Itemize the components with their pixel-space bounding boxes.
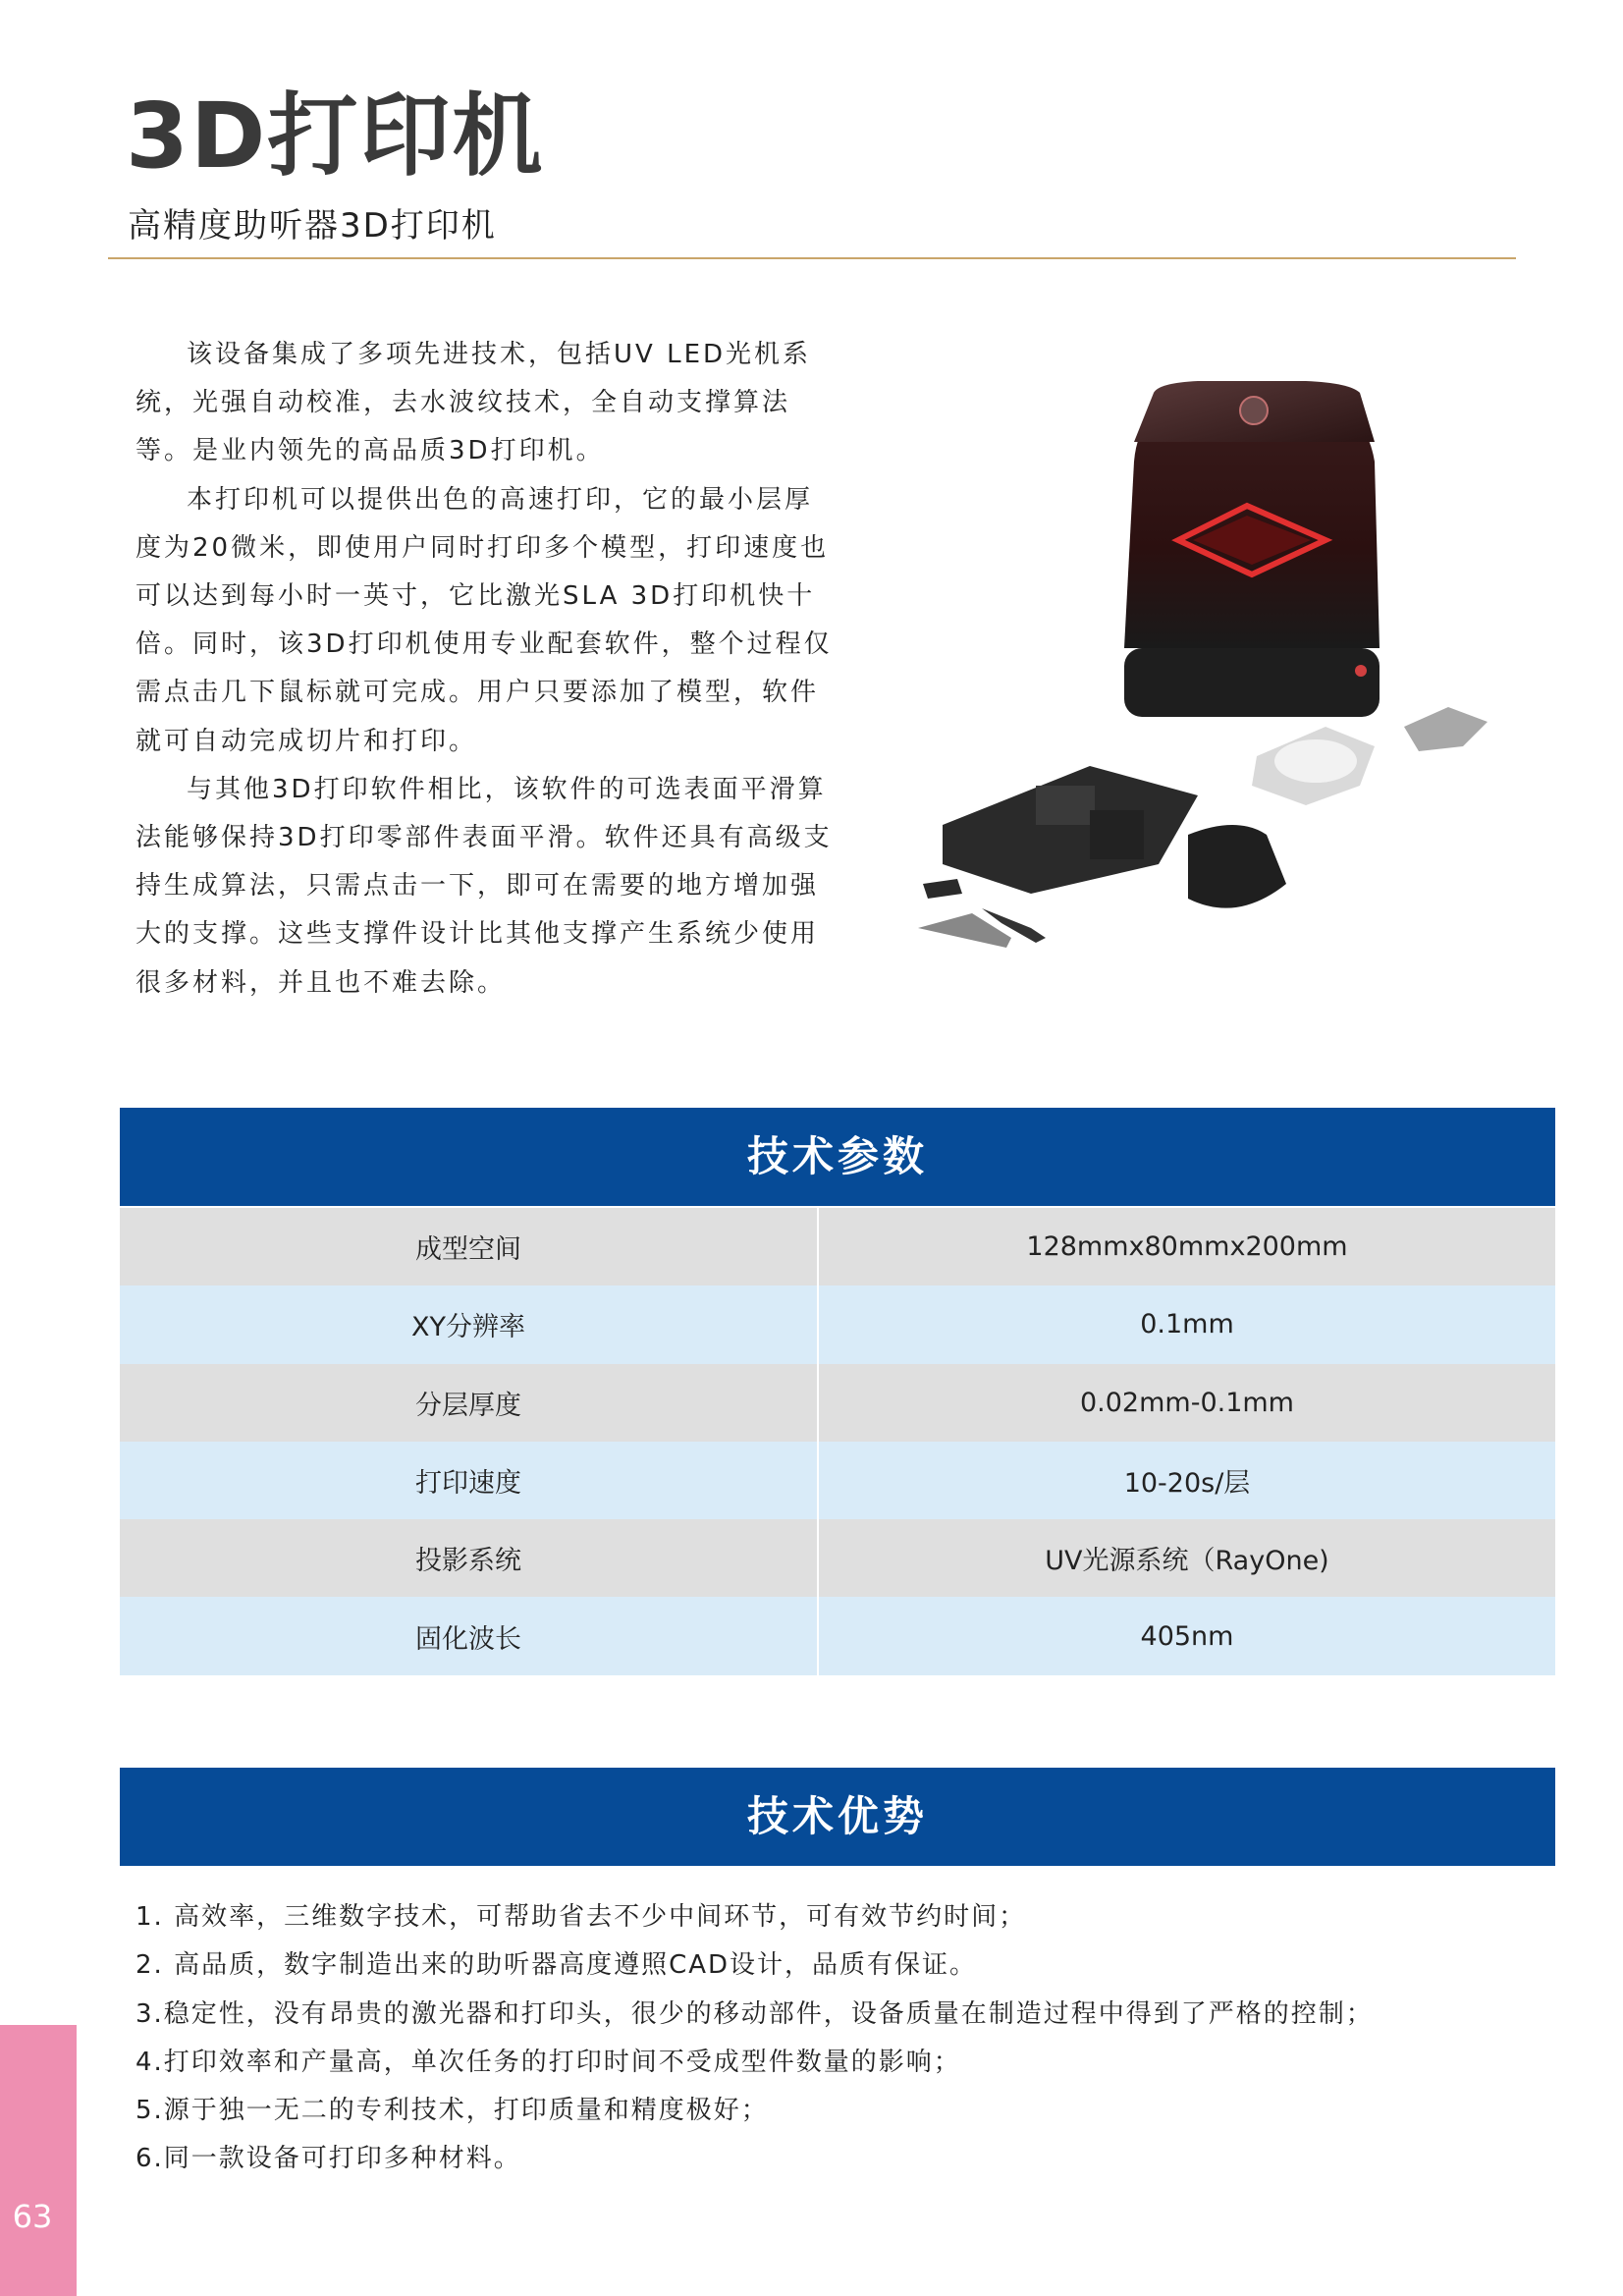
scraper-tool-icon xyxy=(923,879,962,899)
spec-value: UV光源系统（RayOne) xyxy=(1045,1546,1329,1577)
page-tab xyxy=(0,2025,77,2296)
accessory-tray xyxy=(943,766,1198,894)
table-row xyxy=(120,1208,1555,1285)
spec-key: 成型空间 xyxy=(120,1208,819,1285)
intro-paragraph: 本打印机可以提供出色的高速打印，它的最小层厚度为20微米，即使用户同时打印多个模型，打印速度也可以达到每小时一英寸，它比激光SLA 3D打印机快十倍。同时，该3D打印机使用专业配套软件，整个过程仅需点击几下鼠标就可完成。用户只要添加了模型，软件就可自动完成切片和打印。 xyxy=(135,484,833,756)
spec-key: 打印速度 xyxy=(120,1442,819,1519)
power-button-icon xyxy=(1355,665,1367,677)
intro-text xyxy=(135,331,835,1008)
page-subtitle: 高精度助听器3D打印机 xyxy=(128,206,497,246)
printer-base xyxy=(1124,648,1380,717)
spec-value: 0.1mm xyxy=(1140,1309,1234,1340)
list-item: 3.稳定性，没有昂贵的激光器和打印头，很少的移动部件，设备质量在制造过程中得到了严格的控制； xyxy=(135,1998,1374,2029)
page-title: 3D打印机 xyxy=(126,83,545,189)
list-item: 1. 高效率，三维数字技术，可帮助省去不少中间环节，可有效节约时间； xyxy=(135,1902,1027,1932)
specs-heading-banner: 技术参数 xyxy=(120,1108,1555,1206)
spec-value: 10-20s/层 xyxy=(1123,1468,1251,1500)
spec-key: 投影系统 xyxy=(120,1519,819,1597)
spec-key: XY分辨率 xyxy=(120,1285,819,1363)
spec-key: 分层厚度 xyxy=(120,1364,819,1442)
logo-button-icon xyxy=(1240,397,1268,424)
resin-tank xyxy=(1188,825,1286,908)
list-item: 2. 高品质，数字制造出来的助听器高度遵照CAD设计，品质有保证。 xyxy=(135,1950,978,1981)
title-divider xyxy=(108,257,1516,259)
printer-product-image xyxy=(913,373,1581,962)
list-item: 4.打印效率和产量高，单次任务的打印时间不受成型件数量的影响； xyxy=(135,2047,961,2077)
list-item: 5.源于独一无二的专利技术，打印质量和精度极好； xyxy=(135,2096,769,2126)
spec-key: 固化波长 xyxy=(120,1597,819,1674)
list-item: 6.同一款设备可打印多种材料。 xyxy=(135,2144,521,2174)
page-number: 63 xyxy=(12,2198,53,2235)
cleaning-box xyxy=(1090,810,1144,859)
spec-value: 405nm xyxy=(1140,1620,1234,1652)
table-row xyxy=(120,1364,1555,1442)
spec-value: 128mmx80mmx200mm xyxy=(1026,1231,1348,1263)
advantages-list xyxy=(135,1893,1374,2184)
spec-value: 0.02mm-0.1mm xyxy=(1079,1387,1294,1418)
advantages-heading-banner: 技术优势 xyxy=(120,1768,1555,1866)
table-row xyxy=(120,1519,1555,1597)
table-row xyxy=(120,1285,1555,1363)
table-row xyxy=(120,1597,1555,1674)
intro-paragraph: 该设备集成了多项先进技术，包括UV LED光机系统，光强自动校准，去水波纹技术，全自动支撑算法等。是业内领先的高品质3D打印机。 xyxy=(135,340,812,466)
build-plate xyxy=(1404,707,1488,751)
table-row xyxy=(120,1442,1555,1519)
platform-disc xyxy=(1274,739,1357,783)
specs-table xyxy=(120,1208,1555,1675)
build-plate-holder xyxy=(1036,786,1095,825)
intro-paragraph: 与其他3D打印软件相比，该软件的可选表面平滑算法能够保持3D打印零部件表面平滑。软件还具有高级支持生成算法，只需点击一下，即可在需要的地方增加强大的支撑。这些支撑件设计比其他支撑产生系统少使用很多材料，并且也不难去除。 xyxy=(135,774,833,998)
